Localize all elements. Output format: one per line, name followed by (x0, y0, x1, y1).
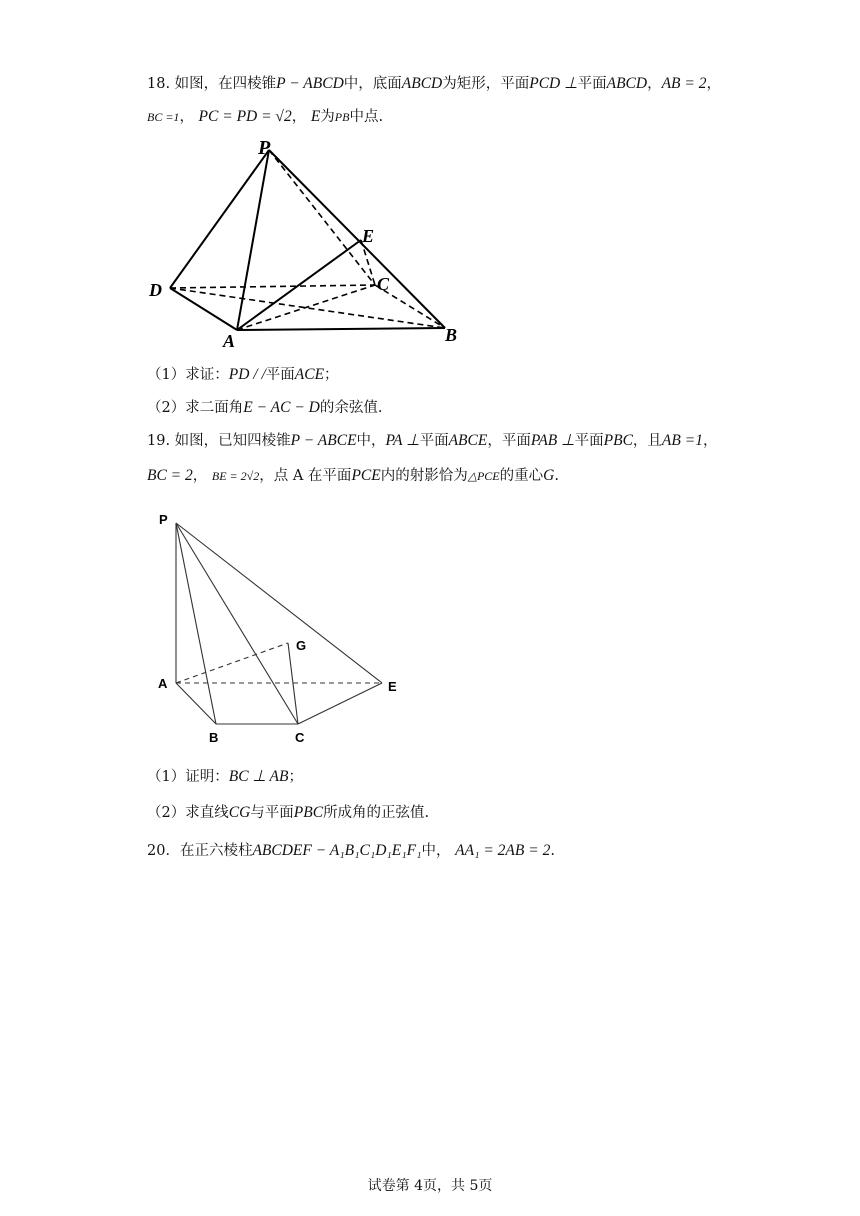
q19-math: ABCE (448, 432, 488, 449)
q19-math: P − ABCE (290, 432, 357, 449)
q19-math: PA ⊥ (385, 432, 420, 449)
q18-line2 (147, 107, 383, 127)
q19-text: . (554, 468, 559, 484)
q20-math: AA₁ = 2AB = 2 (455, 842, 551, 859)
q19-text: ， (702, 433, 718, 449)
vertex-label-e: E (362, 226, 375, 246)
q18-line1 (147, 74, 721, 94)
edge-pc (176, 523, 298, 724)
edge-ac (237, 285, 375, 330)
edge-pa (237, 150, 269, 330)
q19-math: CG (228, 804, 251, 821)
q18-text: ， (647, 76, 662, 92)
q18-text: ， (291, 109, 307, 125)
q19-text: 平面 (574, 433, 604, 449)
q19-text: （2）求直线 (147, 805, 229, 821)
vertex-label-b: B (445, 325, 458, 345)
edge-pb (269, 150, 445, 328)
vertex-label-d: D (149, 280, 162, 300)
edge-pe (176, 523, 382, 683)
q18-text: 为矩形，平面 (442, 76, 530, 92)
q18-math: BC =1 (147, 110, 180, 124)
q19-math: PCE (351, 467, 381, 484)
q19-math: G (543, 467, 555, 484)
edge-pb (176, 523, 216, 724)
q18-math: PCD ⊥ (529, 75, 578, 92)
vertex-label-a: A (223, 331, 236, 351)
edge-pc (269, 150, 375, 285)
q20-text: 20．在正六棱柱 (147, 843, 253, 859)
q18-math: PC = PD = √2 (198, 108, 292, 125)
q18-math: PB (334, 110, 350, 124)
q19-figure (150, 505, 410, 750)
q18-text: 中点. (349, 109, 384, 125)
q18-text: 平面 (577, 76, 607, 92)
page-footer: 试卷第 4页，共 5页 (367, 1178, 493, 1194)
q19-text: 19. 如图，已知四棱锥 (147, 433, 291, 449)
q19-math: PBC (603, 432, 633, 449)
edge-ce (298, 683, 382, 724)
q18-text: 18. 如图，在四棱锥 (147, 76, 277, 92)
q18-text: ； (324, 367, 339, 383)
q19-text: （1）证明： (147, 769, 229, 785)
q19-math: PAB ⊥ (530, 432, 575, 449)
edge-dc (170, 285, 375, 288)
vertex-label-p: P (258, 137, 271, 159)
q18-part2 (147, 398, 382, 418)
vertex-label-b: B (209, 730, 219, 745)
edge-da (170, 288, 237, 330)
q18-math: PD / / (228, 366, 266, 383)
q19-text: ； (288, 769, 303, 785)
q19-math: BE = 2√2 (211, 469, 260, 483)
q19-math: BC ⊥ AB (228, 768, 289, 785)
q19-text: 所成角的正弦值. (323, 805, 430, 821)
q19-text: 的重心 (499, 468, 544, 484)
q19-text: ，平面 (487, 433, 531, 449)
q19-math: PBC (293, 804, 324, 821)
q18-text: ， (706, 76, 721, 92)
q18-math: E − AC − D (243, 399, 320, 416)
q20-text: . (550, 843, 555, 859)
q18-text: 平面 (265, 367, 295, 383)
edge-db (170, 288, 445, 328)
q18-text: （2）求二面角 (147, 400, 244, 416)
edge-ag (176, 643, 288, 683)
q19-line1 (147, 431, 717, 451)
q18-math: E (310, 108, 321, 125)
q19-text: 内的射影恰为 (380, 468, 468, 484)
q18-text: （1）求证： (147, 367, 229, 383)
q18-text: 的余弦值. (319, 400, 383, 416)
vertex-label-c: C (295, 730, 305, 745)
q18-math: ABCD (606, 75, 648, 92)
q19-text: 中， (356, 433, 386, 449)
q18-text: 为 (320, 109, 335, 125)
q18-math: AB = 2 (661, 75, 707, 92)
q18-text: ， (179, 109, 194, 125)
q19-text: ，点 A 在平面 (259, 468, 352, 484)
q19-text: ， (192, 468, 208, 484)
q19-text: 与平面 (250, 805, 294, 821)
q19-math: BC = 2 (147, 467, 193, 484)
q19-math: △PCE (467, 469, 500, 483)
vertex-label-a: A (158, 676, 168, 691)
q19-text: ，且 (632, 433, 662, 449)
q18-figure (140, 135, 480, 355)
edge-pd (170, 150, 269, 288)
q18-text: 中，底面 (343, 76, 402, 92)
vertex-label-c: C (377, 274, 390, 294)
vertex-label-e: E (388, 679, 397, 694)
edge-ab (237, 328, 445, 330)
q19-part2 (147, 803, 429, 823)
q18-math: P − ABCD (276, 75, 344, 92)
q20-text: 中， (421, 843, 451, 859)
edge-ab (176, 683, 216, 724)
q19-part1 (147, 767, 303, 787)
q18-part1 (147, 365, 339, 385)
vertex-label-g: G (296, 638, 307, 653)
vertex-label-p: P (159, 512, 168, 527)
q20-math: ABCDEF − A₁B₁C₁D₁E₁F₁ (252, 842, 422, 859)
q19-line2 (147, 466, 559, 486)
edge-ec (361, 240, 375, 285)
q18-math: ABCD (401, 75, 443, 92)
q18-math: ACE (294, 366, 325, 383)
q20-line1 (147, 841, 555, 861)
q19-text: 平面 (419, 433, 449, 449)
q19-math: AB =1 (661, 432, 703, 449)
